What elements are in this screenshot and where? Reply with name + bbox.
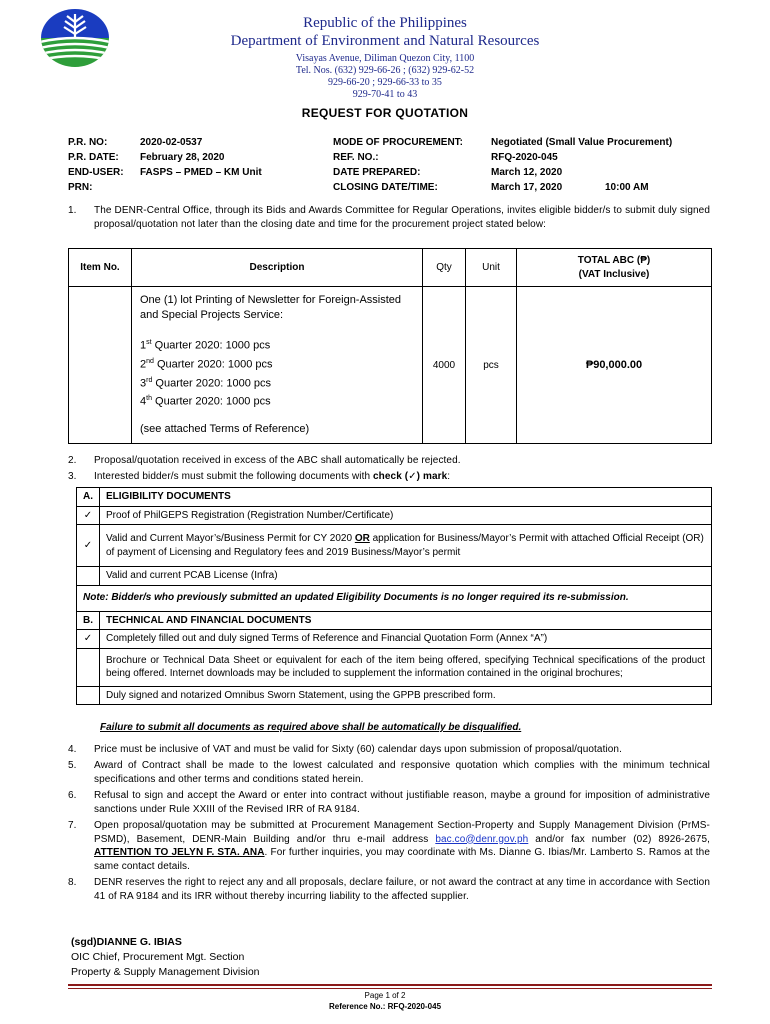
tel-line-1: Tel. Nos. (632) 929-66-26 ; (632) 929-62-52 bbox=[295, 65, 475, 76]
right-fields bbox=[333, 137, 713, 197]
eligibility-heading-row: A. ELIGIBILITY DOCUMENTS bbox=[77, 488, 712, 507]
table-row bbox=[69, 287, 712, 444]
table-row: Duly signed and notarized Omnibus Sworn Statement, using the GPPB prescribed form. bbox=[77, 686, 712, 705]
cell-description: One (1) lot Printing of Newsletter for Foreign-Assisted and Special Projects Service: 1st Quarter 2020: 1000 pcs 2nd Quarter 2020: 1000 pcs 3rd Quarter 2020: 1000 pcs 4th Quarter 2020: 1000 pcs (see attached Terms of Reference) bbox=[132, 287, 423, 444]
technical-heading-row: B. TECHNICAL AND FINANCIAL DOCUMENTS bbox=[77, 611, 712, 630]
header-description: Description bbox=[132, 249, 423, 287]
item-3: 3. Interested bidder/s must submit the following documents with check (✓) mark: bbox=[68, 471, 451, 482]
field-prn: PRN: bbox=[68, 182, 93, 193]
signatory-division: Property & Supply Management Division bbox=[71, 966, 260, 978]
table-row: ✓ Proof of PhilGEPS Registration (Registration Number/Certificate) bbox=[77, 506, 712, 525]
department-text: Department of Environment and Natural Resources bbox=[230, 33, 540, 49]
cell-qty: 4000 bbox=[423, 287, 466, 444]
left-fields bbox=[68, 137, 318, 197]
eligibility-note: Note: Bidder/s who previously submitted an updated Eligibility Documents is no longer required its re-submission. bbox=[77, 585, 712, 611]
signature-block bbox=[71, 935, 260, 980]
technical-heading: TECHNICAL AND FINANCIAL DOCUMENTS bbox=[100, 611, 712, 630]
table-row: Brochure or Technical Data Sheet or equivalent for each of the item being offered, specifying Technical specifications of the product being offered. Internet downloads may be included to supplement the information contained in the original brochures; bbox=[77, 648, 712, 686]
item-7: 7. Open proposal/quotation may be submitted at Procurement Management Section-Property and Supply Management Division (PrMS-PSMD), Basement, DENR-Main Building and/or thru e-mail address bac.co@denr.gov.ph and/or fax number (02) 8926-2675, ATTENTION TO JELYN F. STA. ANA. For further inquiries, you may coordinate with Ms. Dianne G. Ibias/Mr. Lamberto S. Ramos at the same contact details. bbox=[68, 820, 711, 872]
cell-total-abc: ₱90,000.00 bbox=[517, 287, 712, 444]
check-icon: ✓ bbox=[77, 525, 100, 567]
header-qty: Qty bbox=[423, 249, 466, 287]
quarter-line: 2nd Quarter 2020: 1000 pcs bbox=[140, 357, 273, 371]
item-1: 1. The DENR-Central Office, through its Bids and Awards Committee for Regular Operations, invites eligible bidder/s to submit duly signed proposal/quotation not later than the closing date and time for the procurement project stated below: bbox=[68, 205, 710, 230]
header-item-no: Item No. bbox=[69, 249, 132, 287]
table-row: Valid and current PCAB License (Infra) bbox=[77, 567, 712, 586]
table-row: ✓ Completely filled out and duly signed Terms of Reference and Financial Quotation Form (Annex “A”) bbox=[77, 630, 712, 649]
republic-text: Republic of the Philippines bbox=[303, 15, 467, 31]
page-number: Page 1 of 2 bbox=[364, 991, 406, 1000]
tel-line-2: 929-66-20 ; 929-66-33 to 35 bbox=[328, 77, 442, 88]
page-title: REQUEST FOR QUOTATION bbox=[301, 106, 469, 120]
item-5: 5. Award of Contract shall be made to the lowest calculated and responsive quotation which complies with the minimum technical specifications and other terms and conditions stated herein. bbox=[68, 760, 710, 785]
eligibility-note-row bbox=[77, 585, 712, 611]
quarter-line: 1st Quarter 2020: 1000 pcs bbox=[140, 339, 271, 352]
quarter-line: 3rd Quarter 2020: 1000 pcs bbox=[140, 376, 271, 390]
field-ref-no: REF. NO.: RFQ-2020-045 bbox=[333, 152, 558, 163]
table-header-row bbox=[69, 249, 712, 287]
item-8: 8. DENR reserves the right to reject any and all proposals, declare failure, or not award the contract at any time in accordance with Section 41 of RA 9184 and its IRR without thereby incurring liability to the affected supplier. bbox=[68, 877, 710, 902]
header-total-abc: TOTAL ABC (₱) (VAT Inclusive) bbox=[517, 249, 712, 287]
field-closing: CLOSING DATE/TIME: March 17, 2020 10:00 AM bbox=[333, 182, 649, 193]
signatory-position: OIC Chief, Procurement Mgt. Section bbox=[71, 951, 245, 963]
tel-line-3: 929-70-41 to 43 bbox=[352, 89, 418, 100]
attention-text: ATTENTION TO JELYN F. STA. ANA bbox=[94, 847, 265, 858]
footer-divider bbox=[68, 984, 712, 986]
eligibility-table bbox=[76, 487, 712, 705]
item-4: 4. Price must be inclusive of VAT and must be valid for Sixty (60) calendar days upon submission of proposal/quotation. bbox=[68, 744, 622, 755]
check-icon: ✓ bbox=[77, 506, 100, 525]
check-icon: ✓ bbox=[77, 630, 100, 649]
footer-reference: Reference No.: RFQ-2020-045 bbox=[328, 1002, 442, 1011]
cell-unit: pcs bbox=[466, 287, 517, 444]
address-text: Visayas Avenue, Diliman Quezon City, 1100 bbox=[295, 53, 475, 64]
table-row: ✓ Valid and Current Mayor’s/Business Permit for CY 2020 OR application for Business/Mayor’s Permit with attached Official Receipt (OR) of payment of Licensing and Regulatory fees and 2019 Business/Mayor’s permit bbox=[77, 525, 712, 567]
field-pr-date: P.R. DATE: February 28, 2020 bbox=[68, 152, 225, 163]
field-end-user: END-USER: FASPS – PMED – KM Unit bbox=[68, 167, 262, 178]
email-link[interactable]: bac.co@denr.gov.ph bbox=[435, 833, 529, 845]
item-6: 6. Refusal to sign and accept the Award or enter into contract without justifiable reason, maybe a ground for imposition of administrative sanctions under Rule XXIII of the Revised IRR of RA 9184. bbox=[68, 790, 710, 815]
items-table bbox=[68, 248, 712, 444]
cell-item-no bbox=[69, 287, 132, 444]
field-mode: MODE OF PROCUREMENT: Negotiated (Small Value Procurement) bbox=[333, 137, 673, 148]
quarter-line: 4th Quarter 2020: 1000 pcs bbox=[140, 395, 271, 408]
header-unit: Unit bbox=[466, 249, 517, 287]
item-2: 2. Proposal/quotation received in excess of the ABC shall automatically be rejected. bbox=[68, 455, 461, 466]
eligibility-heading: ELIGIBILITY DOCUMENTS bbox=[100, 488, 712, 507]
field-date-prepared: DATE PREPARED: March 12, 2020 bbox=[333, 167, 563, 178]
signatory-name: (sgd)DIANNE G. IBIAS bbox=[71, 936, 182, 948]
check-icon: ✓ bbox=[408, 471, 417, 482]
footer-divider-thin bbox=[68, 988, 712, 989]
failure-note: Failure to submit all documents as required above shall be automatically be disqualified. bbox=[100, 722, 522, 733]
field-pr-no: P.R. NO: 2020-02-0537 bbox=[68, 137, 203, 148]
